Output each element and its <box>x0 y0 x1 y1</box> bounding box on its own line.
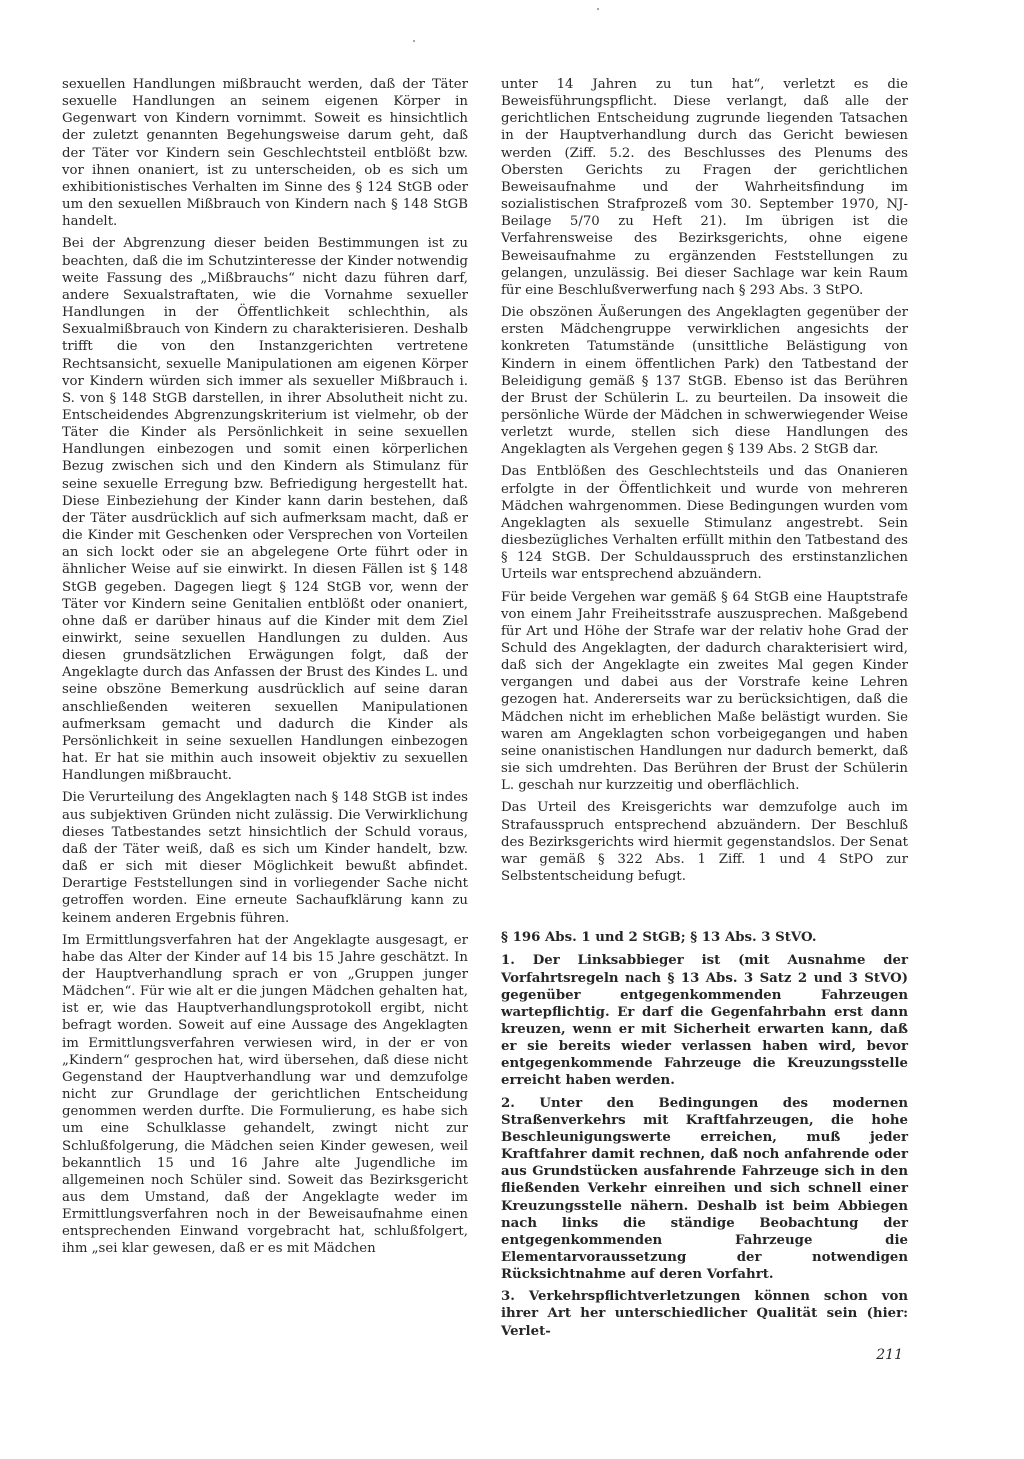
page-number: 211 <box>876 1347 903 1363</box>
scan-speck <box>597 8 599 10</box>
headnote-1: 1. Der Linksabbieger ist (mit Ausnahme der Vorfahrtsregeln nach § 13 Abs. 3 Satz 2 und 3 StVO) gegenüber entgegenkommenden Fahrzeugen wartepflichtig. Er darf die Gegenfahrbahn erst dann kreuzen, wenn er mit Sicherheit erwarten kann, daß er sie bereits wieder verlassen haben wird, bevor entgegenkommende Fahrzeuge die Kreuzungsstelle erreicht haben werden. <box>501 953 908 1089</box>
headnote-2: 2. Unter den Bedingungen des modernen Straßenverkehrs mit Kraftfahrzeugen, die hohe Beschleunigungswerte erreichen, muß jeder Kraftfahrer damit rechnen, daß noch anfahrende oder aus Grundstücken ausfahrende Fahrzeuge sich in den fließenden Verkehr einreihen und sich schnell einer Kreuzungsstelle nähern. Deshalb ist beim Abbiegen nach links die ständige Beobachtung der entgegenkommenden Fahrzeuge die Elementarvoraussetzung der notwendigen Rücksichtnahme auf deren Vorfahrt. <box>501 1095 908 1283</box>
right-paragraph-1: unter 14 Jahren zu tun hat“, verletzt es die Beweisführungspflicht. Diese verlangt, daß alle der gerichtlichen Entscheidung zugrunde liegenden Tatsachen in der Hauptverhandlung durch das Gericht bewiesen werden (Ziff. 5.2. des Beschlusses des Plenums des Obersten Gerichts zu Fragen der gerichtlichen Beweisaufnahme und der Wahrheitsfindung im sozialistischen Strafprozeß vom 30. September 1970, NJ-Beilage 5/70 zu Heft 21). Im übrigen ist die Verfahrensweise des Bezirksgerichts, ohne eigene Beweisaufnahme zu ergänzenden Feststellungen zu gelangen, unzulässig. Bei dieser Sachlage war kein Raum für eine Beschlußverwerfung nach § 293 Abs. 3 StPO. <box>501 77 908 298</box>
right-paragraph-2: Die obszönen Äußerungen des Angeklagten gegenüber der ersten Mädchengruppe verwirklichen angesichts der konkreten Tatumstände (unsittliche Belästigung von Kindern in einem öffentlichen Park) den Tatbestand der Beleidigung gemäß § 137 StGB. Ebenso ist das Berühren der Brust der Schülerin L. zu beurteilen. Da insoweit die persönliche Würde der Mädchen in schwerwiegender Weise verletzt wurde, stellen sich diese Handlungen des Angeklagten als Vergehen gegen § 139 Abs. 2 StGB dar. <box>501 305 908 458</box>
right-paragraph-3: Das Entblößen des Geschlechtsteils und das Onanieren erfolgte in der Öffentlichkeit und wurde von mehreren Mädchen wahrgenommen. Diese Bedingungen wurden vom Angeklagten als sexuelle Stimulanz angestrebt. Sein diesbezügliches Verhalten erfüllt mithin den Tatbestand des § 124 StGB. Der Schuldausspruch des erstinstanzlichen Urteils war entsprechend abzuändern. <box>501 464 908 583</box>
headnote-3: 3. Verkehrspflichtverletzungen können schon von ihrer Art her unterschiedlicher Qualität sein (hier: Verlet- <box>501 1289 908 1339</box>
left-column <box>62 76 468 1258</box>
section-heading: § 196 Abs. 1 und 2 StGB; § 13 Abs. 3 StVO. <box>501 930 817 946</box>
scan-speck <box>413 40 415 42</box>
left-paragraph-2: Bei der Abgrenzung dieser beiden Bestimmungen ist zu beachten, daß die im Schutzinteresse der Kinder notwendig weite Fassung des „Mißbrauchs“ nicht dazu führen darf, andere Sexualstraftaten, wie die Vornahme sexueller Handlungen in der Öffentlichkeit schlechthin, als Sexualmißbrauch von Kindern zu charakterisieren. Deshalb trifft die von den Instanzgerichten vertretene Rechtsansicht, sexuelle Manipulationen am eigenen Körper vor Kindern würden sich immer als sexueller Mißbrauch i. S. von § 148 StGB darstellen, in ihrer Absolutheit nicht zu. Entscheidendes Abgrenzungskriterium ist vielmehr, ob der Täter die Kinder als Persönlichkeit in seine sexuellen Handlungen einbezogen und somit einen körperlichen Bezug zwischen sich und den Kindern als Stimulanz für seine sexuelle Erregung bzw. Befriedigung hergestellt hat. Diese Einbeziehung der Kinder kann darin bestehen, daß der Täter ausdrücklich auf sich aufmerksam macht, daß er die Kinder mit Geschenken oder Versprechen von Vorteilen an sich lockt oder sie an abgelegene Orte führt oder in ähnlicher Weise auf sie einwirkt. In diesen Fällen ist § 148 StGB gegeben. Dagegen liegt § 124 StGB vor, wenn der Täter vor Kindern seine Genitalien entblößt oder onaniert, ohne daß er darüber hinaus auf die Kinder mit dem Ziel einwirkt, seine sexuellen Handlungen zu dulden. Aus diesen grundsätzlichen Erwägungen folgt, daß der Angeklagte durch das Anfassen der Brust des Kindes L. und seine obszöne Bemerkung ausdrücklich auf seine daran anschließenden weiteren sexuellen Manipulationen aufmerksam gemacht und dadurch die Kinder als Persönlichkeit in seine sexuellen Handlungen einbezogen hat. Er hat sie mithin auch insoweit objektiv zu sexuellen Handlungen mißbraucht. <box>62 236 468 784</box>
right-paragraph-4: Für beide Vergehen war gemäß § 64 StGB eine Hauptstrafe von einem Jahr Freiheitsstrafe auszusprechen. Maßgebend für Art und Höhe der Strafe war der relativ hohe Grad der Schuld des Angeklagten, der dadurch charakterisiert wird, daß sich der Angeklagte ein zweites Mal gegen Kinder vergangen und dabei aus der Vorstrafe keine Lehren gezogen hat. Andererseits war zu berücksichtigen, daß die Mädchen nicht im erheblichen Maße belästigt wurden. Sie waren am Angeklagten schon vorbeigegangen und haben seine onanistischen Handlungen nur dadurch bemerkt, daß sie sich umdrehten. Das Berühren der Brust der Schülerin L. geschah nur kurzzeitig und oberflächlich. <box>501 589 908 794</box>
left-paragraph-3: Die Verurteilung des Angeklagten nach § 148 StGB ist indes aus subjektiven Gründen nicht zulässig. Die Verwirklichung dieses Tatbestandes setzt hinsichtlich der Schuld voraus, daß der Täter weiß, daß es sich um Kinder handelt, bzw. daß er sich mit dieser Möglichkeit bewußt abfindet. Derartige Feststellungen sind in vorliegender Sache nicht getroffen worden. Eine erneute Sachaufklärung kann zu keinem anderen Ergebnis führen. <box>62 790 468 926</box>
right-column <box>501 76 908 1340</box>
left-paragraph-1: sexuellen Handlungen mißbraucht werden, daß der Täter sexuelle Handlungen an seinem eigenen Körper in Gegenwart von Kindern vornimmt. Soweit es hinsichtlich der zuletzt genannten Begehungsweise darum geht, daß der Täter vor Kindern sein Geschlechtsteil entblößt bzw. vor ihnen onaniert, ist zu unterscheiden, ob es sich um exhibitionistisches Verhalten im Sinne des § 124 StGB oder um den sexuellen Mißbrauch von Kindern nach § 148 StGB handelt. <box>62 77 468 230</box>
left-paragraph-4: Im Ermittlungsverfahren hat der Angeklagte ausgesagt, er habe das Alter der Kinder auf 14 bis 15 Jahre geschätzt. In der Hauptverhandlung sprach er von „Gruppen junger Mädchen“. Für wie alt er die jungen Mädchen gehalten hat, ist er, wie das Hauptverhandlungsprotokoll ergibt, nicht befragt worden. Soweit auf eine Aussage des Angeklagten im Ermittlungsverfahren verwiesen wird, in der er von „Kindern“ gesprochen hat, wird übersehen, daß diese nicht Gegenstand der Hauptverhandlung war und demzufolge nicht zur Grundlage der gerichtlichen Entscheidung genommen werden durfte. Die Formulierung, es habe sich um eine Schulklasse gehandelt, zwingt nicht zur Schlußfolgerung, die Mädchen seien Kinder gewesen, weil bekanntlich 15 und 16 Jahre alte Jugendliche im allgemeinen noch Schüler sind. Soweit das Bezirksgericht aus dem Umstand, daß der Angeklagte weder im Ermittlungsverfahren noch in der Beweisaufnahme einen entsprechenden Einwand vorgebracht hat, schlußfolgert, ihm „sei klar gewesen, daß er es mit Mädchen <box>62 932 468 1257</box>
right-paragraph-5: Das Urteil des Kreisgerichts war demzufolge auch im Strafausspruch entsprechend abzuändern. Der Beschluß des Bezirksgerichts wird hiermit gegenstandslos. Der Senat war gemäß § 322 Abs. 1 Ziff. 1 und 4 StPO zur Selbstentscheidung befugt. <box>501 800 908 885</box>
